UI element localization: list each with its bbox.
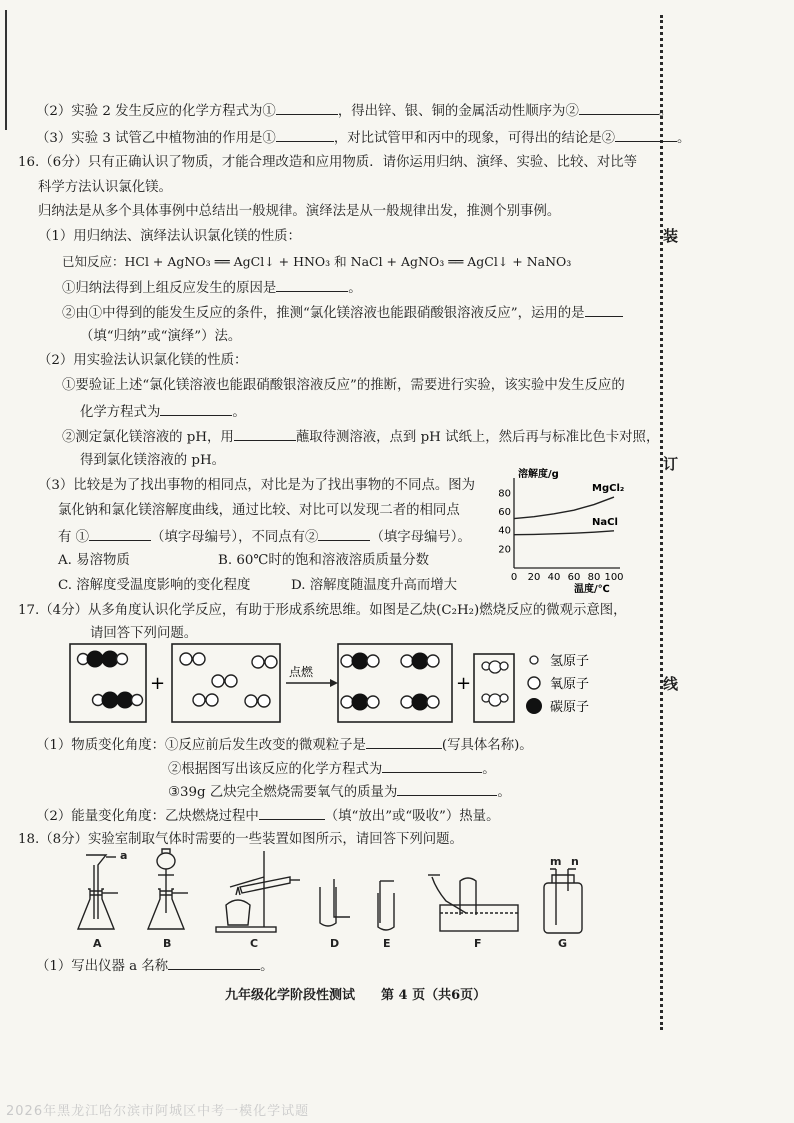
solubility-chart <box>490 465 640 595</box>
apparatus-d <box>320 879 350 926</box>
apparatus-b <box>148 849 188 929</box>
q15-part2: （2）实验 2 发生反应的化学方程式为① ，得出锌、银、铜的金属活动性顺序为② 。 <box>36 101 672 121</box>
binding-dotted-line <box>660 15 663 1030</box>
label-c: C <box>250 937 259 950</box>
margin-label-zhuang: 装 <box>663 222 678 249</box>
plus-sign: + <box>456 673 472 694</box>
label-f: F <box>474 937 482 950</box>
apparatus-c <box>216 851 300 932</box>
oxygen-molecules <box>180 653 277 707</box>
q16-option-a: A. 易溶物质 <box>58 553 130 568</box>
series-label-mgcl2: MgCl₂ <box>592 483 625 495</box>
y-tick-label: 60 <box>498 507 511 518</box>
tag-n: n <box>571 855 579 868</box>
q18-s1: （1）写出仪器 a 名称 。 <box>36 956 274 976</box>
x-tick-label: 100 <box>604 572 624 583</box>
page-footer: 九年级化学阶段性测试 第 4 页（共6页） <box>225 988 487 1003</box>
q16-s2-q1-line1: ①要验证上述“氯化镁溶液也能跟硝酸银溶液反应”的推断，需要进行实验，该实验中发生反应的 <box>62 378 625 393</box>
q16-s2-q2-line2: 得到氯化镁溶液的 pH。 <box>80 453 226 468</box>
watermark: 2026年黑龙江哈尔滨市阿城区中考一模化学试题 <box>6 1104 310 1119</box>
q17-s2: （2）能量变化角度：乙炔燃烧过程中 （填“放出”或“吸收”）热量。 <box>36 806 499 826</box>
legend-hydrogen: 氢原子 <box>550 654 590 669</box>
apparatus-g <box>544 869 582 933</box>
q16-s2-q2-line1: ②测定氯化镁溶液的 pH，用 蘸取待测溶液，点到 pH 试纸上，然后再与标准比色卡对照， <box>62 427 659 447</box>
plus-sign: + <box>150 673 166 694</box>
left-edge-rule <box>5 10 7 130</box>
apparatus-f <box>428 875 518 931</box>
legend-oxygen: 氧原子 <box>550 677 590 692</box>
y-tick-label: 40 <box>498 525 511 537</box>
acetylene-molecule <box>78 651 128 668</box>
q17-s1-line1: （1）物质变化角度：①反应前后发生改变的微观粒子是 (写具体名称)。 <box>36 735 533 755</box>
q16-s1-q2-line1: ②由①中得到的能发生反应的条件，推测“氯化镁溶液也能跟硝酸银溶液反应”，运用的是 <box>62 303 623 323</box>
q17-s1-line3: ③39g 乙炔完全燃烧需要氧气的质量为 。 <box>168 782 511 802</box>
x-tick-label: 40 <box>547 572 561 583</box>
q16-known-reactions: 已知反应：HCl + AgNO₃ ══ AgCl↓ + HNO₃ 和 NaCl + AgNO₃ ══ AgCl↓ + NaNO₃ <box>62 254 572 269</box>
q16-s2-q1-line2: 化学方程式为 。 <box>80 402 246 422</box>
q16-option-d: D. 溶解度随温度升高而增大 <box>291 578 458 593</box>
water-molecules <box>482 661 508 706</box>
q16-s1-q2-line2: （填“归纳”或“演绎”）法。 <box>80 329 242 344</box>
legend-carbon: 碳原子 <box>550 700 590 715</box>
q17-intro-line1: 17.（4分）从多角度认识化学反应，有助于形成系统思维。如图是乙炔(C₂H₂)燃烧反应的微观示意图， <box>18 603 627 618</box>
apparatus-e <box>378 881 394 930</box>
tag-a: a <box>120 849 128 862</box>
margin-label-ding: 订 <box>663 450 678 477</box>
x-tick-label: 0 <box>510 572 518 583</box>
q16-s3-line2: 氯化钠和氯化镁溶解度曲线，通过比较、对比可以发现二者的相同点 <box>58 503 460 518</box>
label-b: B <box>163 937 172 950</box>
q16-s3-line3: 有 ① （填字母编号），不同点有② （填字母编号）。 <box>58 527 471 547</box>
apparatus-a <box>78 855 118 929</box>
co2-molecules <box>341 653 439 711</box>
q16-s1-q1: ①归纳法得到上组反应发生的原因是 。 <box>62 278 362 298</box>
x-tick-label: 20 <box>527 572 541 583</box>
acetylene-micro-diagram <box>68 640 648 730</box>
label-d: D <box>330 937 340 950</box>
q18-intro: 18.（8分）实验室制取气体时需要的一些装置如图所示，请回答下列问题。 <box>18 832 463 847</box>
x-tick-label: 60 <box>567 572 581 583</box>
q16-method-definition: 归纳法是从多个具体事例中总结出一般规律。演绎法是从一般规律出发，推测个别事例。 <box>38 204 561 219</box>
label-e: E <box>383 937 391 950</box>
q16-intro-line1: 16.（6分）只有正确认识了物质，才能合理改造和应用物质．请你运用归纳、演绎、实验、比较、对比等 <box>18 155 637 170</box>
q16-option-c: C. 溶解度受温度影响的变化程度 <box>58 578 251 593</box>
q16-s1-title: （1）用归纳法、演绎法认识氯化镁的性质： <box>38 229 301 244</box>
q16-intro-line2: 科学方法认识氯化镁。 <box>38 180 172 195</box>
label-a: A <box>93 937 102 950</box>
q17-s1-line2: ②根据图写出该反应的化学方程式为 。 <box>168 759 496 779</box>
atom-legend <box>526 654 589 715</box>
x-tick-label: 80 <box>587 572 601 583</box>
q16-s3-line1: （3）比较是为了找出事物的相同点，对比是为了找出事物的不同点。图为 <box>38 478 476 493</box>
q17-intro-line2: 请回答下列问题。 <box>90 626 198 641</box>
margin-label-xian: 线 <box>663 670 678 697</box>
series-label-nacl: NaCl <box>592 516 618 528</box>
series-line-mgcl2 <box>514 497 614 518</box>
q15-part3: （3）实验 3 试管乙中植物油的作用是① ，对比试管甲和丙中的现象，可得出的结论是② 。 <box>36 128 690 148</box>
series-line-nacl <box>514 531 614 535</box>
q16-option-b: B. 60℃时的饱和溶液溶质质量分数 <box>218 553 430 568</box>
label-g: G <box>558 937 568 950</box>
y-axis-label: 溶解度/g <box>518 469 559 480</box>
lab-apparatus-figure <box>68 847 588 955</box>
x-axis-label: 温度/℃ <box>574 584 610 595</box>
acetylene-molecule <box>93 692 143 709</box>
y-tick-label: 80 <box>498 488 511 500</box>
y-tick-label: 20 <box>498 544 511 556</box>
q16-s2-title: （2）用实验法认识氯化镁的性质： <box>38 353 248 368</box>
tag-m: m <box>550 855 562 868</box>
arrow-condition: 点燃 <box>289 665 314 679</box>
